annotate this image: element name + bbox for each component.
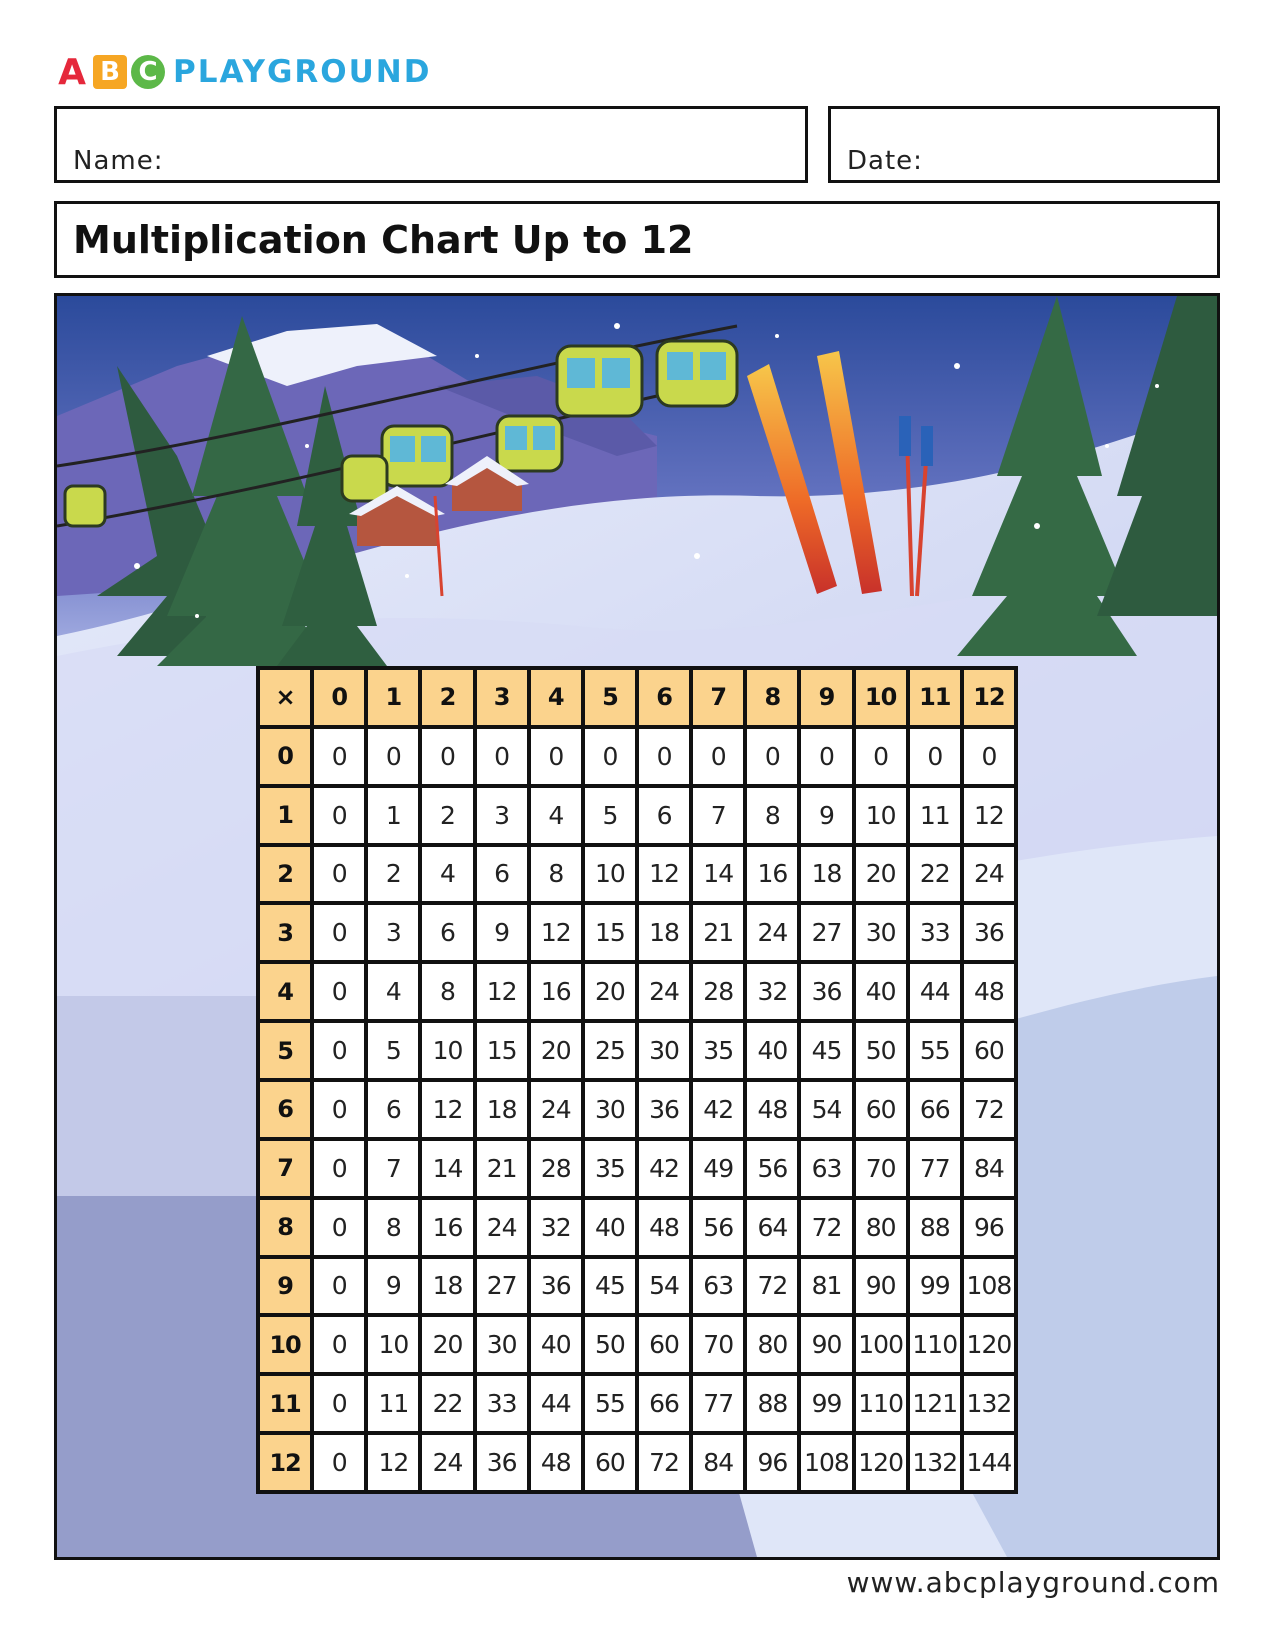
table-cell: 24 <box>747 905 797 960</box>
table-cell: 0 <box>314 1082 364 1137</box>
table-cell: 63 <box>801 1141 851 1196</box>
table-cell: 0 <box>477 729 527 784</box>
table-cell: 132 <box>910 1435 960 1490</box>
row-header: 0 <box>260 729 310 784</box>
column-header: 8 <box>747 670 797 725</box>
table-cell: 24 <box>531 1082 581 1137</box>
table-cell: 56 <box>693 1200 743 1255</box>
row-header: 4 <box>260 964 310 1019</box>
table-cell: 108 <box>801 1435 851 1490</box>
table-cell: 96 <box>964 1200 1014 1255</box>
table-cell: 40 <box>585 1200 635 1255</box>
table-cell: 0 <box>314 964 364 1019</box>
table-cell: 132 <box>964 1376 1014 1431</box>
table-cell: 12 <box>964 788 1014 843</box>
table-cell: 0 <box>801 729 851 784</box>
row-header: 9 <box>260 1259 310 1314</box>
table-cell: 0 <box>314 1317 364 1372</box>
table-cell: 20 <box>531 1023 581 1078</box>
row-header: 7 <box>260 1141 310 1196</box>
table-cell: 120 <box>856 1435 906 1490</box>
table-cell: 16 <box>531 964 581 1019</box>
table-cell: 30 <box>585 1082 635 1137</box>
table-cell: 0 <box>314 905 364 960</box>
table-cell: 56 <box>747 1141 797 1196</box>
table-cell: 0 <box>314 788 364 843</box>
table-cell: 81 <box>801 1259 851 1314</box>
table-cell: 50 <box>856 1023 906 1078</box>
table-cell: 60 <box>856 1082 906 1137</box>
table-cell: 64 <box>747 1200 797 1255</box>
name-field[interactable] <box>54 106 808 183</box>
row-header: 6 <box>260 1082 310 1137</box>
logo-letter-a: A <box>58 51 86 93</box>
table-cell: 84 <box>964 1141 1014 1196</box>
table-cell: 21 <box>693 905 743 960</box>
table-cell: 33 <box>910 905 960 960</box>
column-header: 11 <box>910 670 960 725</box>
table-cell: 40 <box>531 1317 581 1372</box>
table-cell: 12 <box>639 847 689 902</box>
table-cell: 50 <box>585 1317 635 1372</box>
brand-logo <box>55 52 431 92</box>
table-cell: 70 <box>693 1317 743 1372</box>
table-cell: 0 <box>856 729 906 784</box>
table-cell: 120 <box>964 1317 1014 1372</box>
column-header: 3 <box>477 670 527 725</box>
table-cell: 10 <box>422 1023 472 1078</box>
table-cell: 55 <box>585 1376 635 1431</box>
table-cell: 35 <box>585 1141 635 1196</box>
table-cell: 12 <box>477 964 527 1019</box>
table-cell: 27 <box>477 1259 527 1314</box>
table-cell: 18 <box>801 847 851 902</box>
table-cell: 7 <box>693 788 743 843</box>
logo-letter-c: C <box>131 55 165 89</box>
table-cell: 14 <box>422 1141 472 1196</box>
table-cell: 0 <box>585 729 635 784</box>
table-cell: 0 <box>964 729 1014 784</box>
table-cell: 9 <box>368 1259 418 1314</box>
table-cell: 30 <box>856 905 906 960</box>
table-cell: 20 <box>422 1317 472 1372</box>
table-cell: 88 <box>910 1200 960 1255</box>
table-cell: 6 <box>639 788 689 843</box>
name-label: Name: <box>73 146 164 176</box>
table-cell: 48 <box>639 1200 689 1255</box>
table-cell: 33 <box>477 1376 527 1431</box>
table-cell: 6 <box>422 905 472 960</box>
table-cell: 12 <box>368 1435 418 1490</box>
table-cell: 96 <box>747 1435 797 1490</box>
table-cell: 11 <box>368 1376 418 1431</box>
table-cell: 24 <box>477 1200 527 1255</box>
table-cell: 72 <box>964 1082 1014 1137</box>
column-header: 7 <box>693 670 743 725</box>
table-cell: 32 <box>747 964 797 1019</box>
table-cell: 10 <box>585 847 635 902</box>
table-cell: 18 <box>477 1082 527 1137</box>
table-cell: 99 <box>910 1259 960 1314</box>
table-cell: 14 <box>693 847 743 902</box>
table-cell: 2 <box>368 847 418 902</box>
table-cell: 90 <box>801 1317 851 1372</box>
table-cell: 44 <box>531 1376 581 1431</box>
table-cell: 8 <box>422 964 472 1019</box>
table-cell: 24 <box>964 847 1014 902</box>
table-cell: 28 <box>693 964 743 1019</box>
table-cell: 20 <box>856 847 906 902</box>
table-cell: 36 <box>639 1082 689 1137</box>
table-cell: 63 <box>693 1259 743 1314</box>
table-cell: 48 <box>531 1435 581 1490</box>
table-cell: 22 <box>910 847 960 902</box>
table-cell: 3 <box>368 905 418 960</box>
table-cell: 0 <box>314 1141 364 1196</box>
date-field[interactable] <box>828 106 1220 183</box>
table-cell: 25 <box>585 1023 635 1078</box>
table-cell: 22 <box>422 1376 472 1431</box>
table-cell: 12 <box>531 905 581 960</box>
table-cell: 5 <box>585 788 635 843</box>
column-header: 10 <box>856 670 906 725</box>
table-cell: 6 <box>477 847 527 902</box>
table-cell: 0 <box>314 1435 364 1490</box>
table-cell: 35 <box>693 1023 743 1078</box>
table-cell: 36 <box>801 964 851 1019</box>
table-cell: 15 <box>585 905 635 960</box>
multiply-corner: × <box>260 670 310 725</box>
table-cell: 55 <box>910 1023 960 1078</box>
table-cell: 70 <box>856 1141 906 1196</box>
row-header: 8 <box>260 1200 310 1255</box>
table-cell: 0 <box>314 847 364 902</box>
table-cell: 99 <box>801 1376 851 1431</box>
table-cell: 60 <box>585 1435 635 1490</box>
table-cell: 121 <box>910 1376 960 1431</box>
row-header: 12 <box>260 1435 310 1490</box>
table-cell: 42 <box>639 1141 689 1196</box>
logo-word: PLAYGROUND <box>173 54 432 90</box>
logo-letter-b: B <box>93 55 127 89</box>
table-cell: 4 <box>531 788 581 843</box>
table-cell: 9 <box>801 788 851 843</box>
table-cell: 40 <box>856 964 906 1019</box>
column-header: 2 <box>422 670 472 725</box>
column-header: 9 <box>801 670 851 725</box>
table-cell: 144 <box>964 1435 1014 1490</box>
table-cell: 0 <box>747 729 797 784</box>
logo-letters <box>55 51 169 93</box>
table-cell: 0 <box>910 729 960 784</box>
table-cell: 30 <box>639 1023 689 1078</box>
table-cell: 90 <box>856 1259 906 1314</box>
table-cell: 18 <box>422 1259 472 1314</box>
table-cell: 54 <box>639 1259 689 1314</box>
table-cell: 20 <box>585 964 635 1019</box>
column-header: 1 <box>368 670 418 725</box>
table-cell: 60 <box>639 1317 689 1372</box>
table-cell: 18 <box>639 905 689 960</box>
table-cell: 48 <box>964 964 1014 1019</box>
table-cell: 80 <box>856 1200 906 1255</box>
column-header: 12 <box>964 670 1014 725</box>
column-header: 4 <box>531 670 581 725</box>
table-cell: 0 <box>314 1200 364 1255</box>
table-cell: 44 <box>910 964 960 1019</box>
table-cell: 6 <box>368 1082 418 1137</box>
table-cell: 0 <box>693 729 743 784</box>
table-cell: 36 <box>477 1435 527 1490</box>
table-cell: 21 <box>477 1141 527 1196</box>
table-cell: 24 <box>639 964 689 1019</box>
table-cell: 100 <box>856 1317 906 1372</box>
table-cell: 11 <box>910 788 960 843</box>
table-cell: 0 <box>368 729 418 784</box>
table-cell: 30 <box>477 1317 527 1372</box>
multiplication-table <box>256 666 1018 1494</box>
table-cell: 0 <box>422 729 472 784</box>
table-cell: 54 <box>801 1082 851 1137</box>
table-cell: 88 <box>747 1376 797 1431</box>
table-cell: 0 <box>314 1259 364 1314</box>
title-box <box>54 201 1220 278</box>
table-cell: 77 <box>693 1376 743 1431</box>
table-cell: 108 <box>964 1259 1014 1314</box>
table-cell: 0 <box>531 729 581 784</box>
column-header: 0 <box>314 670 364 725</box>
table-cell: 60 <box>964 1023 1014 1078</box>
table-cell: 0 <box>314 1023 364 1078</box>
table-cell: 24 <box>422 1435 472 1490</box>
table-cell: 36 <box>531 1259 581 1314</box>
table-cell: 49 <box>693 1141 743 1196</box>
table-cell: 28 <box>531 1141 581 1196</box>
table-cell: 8 <box>531 847 581 902</box>
table-cell: 110 <box>856 1376 906 1431</box>
table-cell: 0 <box>314 729 364 784</box>
table-cell: 77 <box>910 1141 960 1196</box>
table-cell: 9 <box>477 905 527 960</box>
table-cell: 48 <box>747 1082 797 1137</box>
footer-url: www.abcplayground.com <box>846 1566 1220 1599</box>
table-cell: 80 <box>747 1317 797 1372</box>
table-cell: 12 <box>422 1082 472 1137</box>
table-cell: 5 <box>368 1023 418 1078</box>
page-title: Multiplication Chart Up to 12 <box>73 218 694 262</box>
table-cell: 7 <box>368 1141 418 1196</box>
row-header: 1 <box>260 788 310 843</box>
column-header: 6 <box>639 670 689 725</box>
table-cell: 10 <box>368 1317 418 1372</box>
table-cell: 1 <box>368 788 418 843</box>
table-cell: 8 <box>747 788 797 843</box>
column-header: 5 <box>585 670 635 725</box>
table-cell: 36 <box>964 905 1014 960</box>
row-header: 11 <box>260 1376 310 1431</box>
table-cell: 66 <box>639 1376 689 1431</box>
table-cell: 72 <box>639 1435 689 1490</box>
date-label: Date: <box>847 146 923 176</box>
table-cell: 45 <box>801 1023 851 1078</box>
table-cell: 10 <box>856 788 906 843</box>
table-cell: 2 <box>422 788 472 843</box>
table-cell: 32 <box>531 1200 581 1255</box>
table-cell: 8 <box>368 1200 418 1255</box>
table-cell: 27 <box>801 905 851 960</box>
table-cell: 84 <box>693 1435 743 1490</box>
table-cell: 42 <box>693 1082 743 1137</box>
table-cell: 4 <box>368 964 418 1019</box>
table-cell: 0 <box>314 1376 364 1431</box>
table-cell: 16 <box>422 1200 472 1255</box>
row-header: 2 <box>260 847 310 902</box>
table-cell: 110 <box>910 1317 960 1372</box>
table-cell: 40 <box>747 1023 797 1078</box>
row-header: 3 <box>260 905 310 960</box>
table-cell: 15 <box>477 1023 527 1078</box>
table-cell: 4 <box>422 847 472 902</box>
table-cell: 0 <box>639 729 689 784</box>
table-cell: 3 <box>477 788 527 843</box>
row-header: 5 <box>260 1023 310 1078</box>
table-cell: 66 <box>910 1082 960 1137</box>
table-cell: 45 <box>585 1259 635 1314</box>
table-cell: 72 <box>747 1259 797 1314</box>
row-header: 10 <box>260 1317 310 1372</box>
table-cell: 72 <box>801 1200 851 1255</box>
table-cell: 16 <box>747 847 797 902</box>
